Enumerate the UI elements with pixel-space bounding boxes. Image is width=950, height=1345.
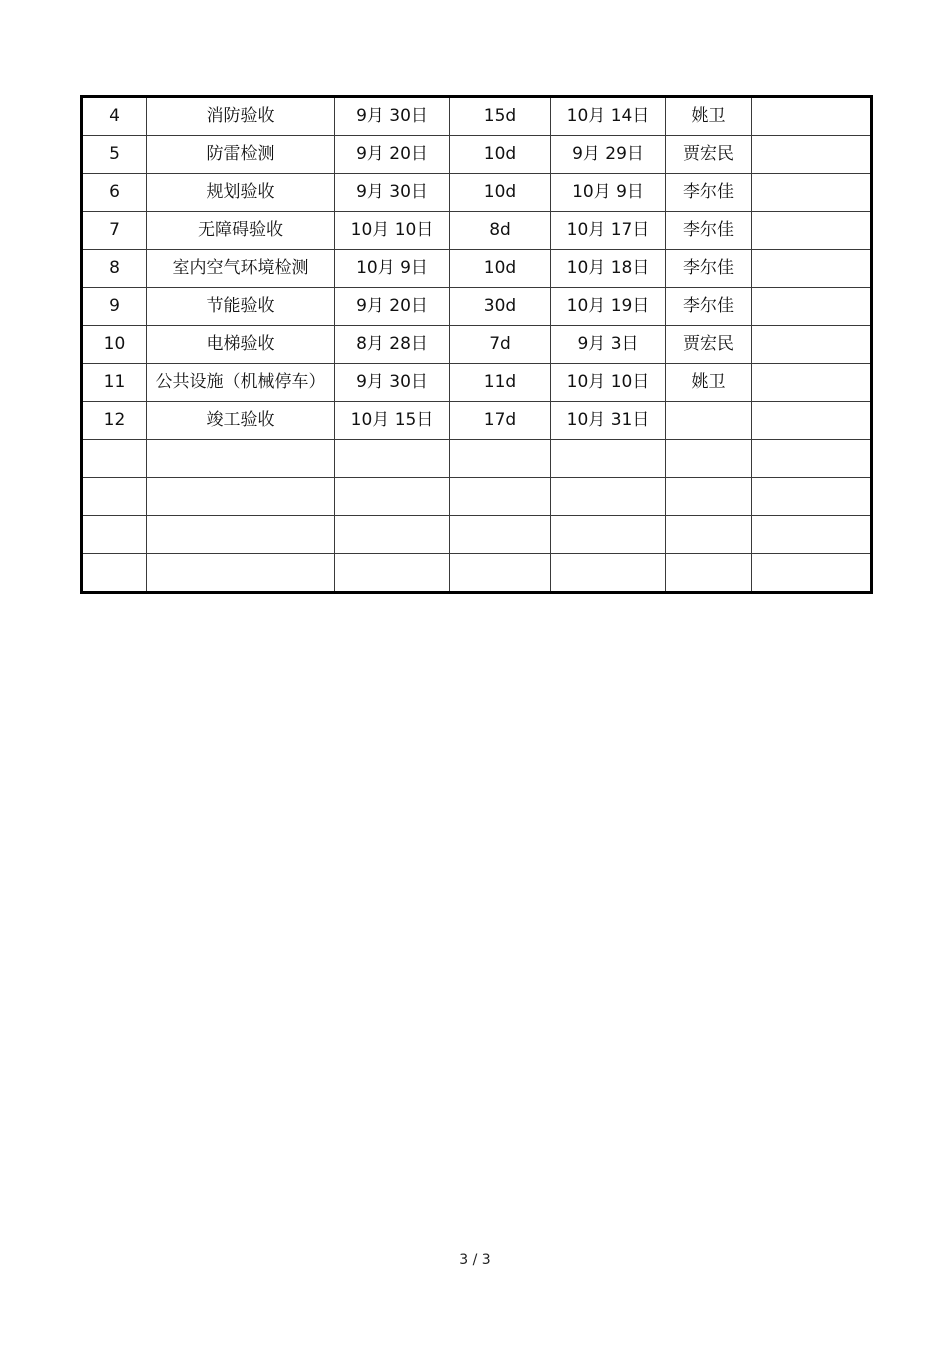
table-row	[82, 250, 872, 288]
responsible-person-cell: 姚卫	[666, 364, 752, 402]
item-name-cell: 消防验收	[147, 97, 335, 136]
remarks-cell	[752, 516, 872, 554]
remarks-cell	[752, 97, 872, 136]
item-name-cell: 节能验收	[147, 288, 335, 326]
row-number-cell: 9	[82, 288, 147, 326]
item-name-cell	[147, 516, 335, 554]
duration-cell: 7d	[450, 326, 551, 364]
duration-cell	[450, 478, 551, 516]
row-number-cell: 10	[82, 326, 147, 364]
remarks-cell	[752, 402, 872, 440]
table-row	[82, 402, 872, 440]
row-number-cell: 4	[82, 97, 147, 136]
remarks-cell	[752, 554, 872, 593]
start-date-cell: 10月 9日	[335, 250, 450, 288]
table-row	[82, 174, 872, 212]
end-date-cell: 10月 17日	[551, 212, 666, 250]
responsible-person-cell: 李尔佳	[666, 174, 752, 212]
start-date-cell: 8月 28日	[335, 326, 450, 364]
table-row	[82, 136, 872, 174]
responsible-person-cell: 姚卫	[666, 97, 752, 136]
start-date-cell: 10月 10日	[335, 212, 450, 250]
remarks-cell	[752, 174, 872, 212]
row-number-cell: 7	[82, 212, 147, 250]
start-date-cell	[335, 516, 450, 554]
start-date-cell: 9月 30日	[335, 174, 450, 212]
responsible-person-cell: 贾宏民	[666, 136, 752, 174]
end-date-cell: 10月 19日	[551, 288, 666, 326]
end-date-cell: 9月 3日	[551, 326, 666, 364]
remarks-cell	[752, 364, 872, 402]
responsible-person-cell	[666, 478, 752, 516]
row-number-cell	[82, 516, 147, 554]
table-row	[82, 364, 872, 402]
duration-cell: 10d	[450, 250, 551, 288]
item-name-cell: 规划验收	[147, 174, 335, 212]
start-date-cell: 9月 30日	[335, 364, 450, 402]
row-number-cell: 6	[82, 174, 147, 212]
duration-cell: 30d	[450, 288, 551, 326]
table-row	[82, 212, 872, 250]
duration-cell: 17d	[450, 402, 551, 440]
start-date-cell: 10月 15日	[335, 402, 450, 440]
item-name-cell: 室内空气环境检测	[147, 250, 335, 288]
end-date-cell	[551, 440, 666, 478]
remarks-cell	[752, 212, 872, 250]
item-name-cell: 竣工验收	[147, 402, 335, 440]
acceptance-schedule-table	[80, 95, 873, 594]
item-name-cell	[147, 478, 335, 516]
duration-cell: 10d	[450, 174, 551, 212]
duration-cell: 8d	[450, 212, 551, 250]
responsible-person-cell: 李尔佳	[666, 212, 752, 250]
remarks-cell	[752, 288, 872, 326]
table-row	[82, 478, 872, 516]
end-date-cell: 10月 31日	[551, 402, 666, 440]
end-date-cell	[551, 516, 666, 554]
table-row	[82, 288, 872, 326]
start-date-cell: 9月 30日	[335, 97, 450, 136]
item-name-cell: 无障碍验收	[147, 212, 335, 250]
duration-cell: 11d	[450, 364, 551, 402]
end-date-cell	[551, 554, 666, 593]
row-number-cell: 11	[82, 364, 147, 402]
responsible-person-cell	[666, 554, 752, 593]
item-name-cell	[147, 440, 335, 478]
table-row	[82, 326, 872, 364]
table-row	[82, 97, 872, 136]
duration-cell: 10d	[450, 136, 551, 174]
responsible-person-cell	[666, 516, 752, 554]
table-row	[82, 440, 872, 478]
end-date-cell	[551, 478, 666, 516]
end-date-cell: 10月 14日	[551, 97, 666, 136]
item-name-cell: 防雷检测	[147, 136, 335, 174]
responsible-person-cell	[666, 402, 752, 440]
responsible-person-cell: 贾宏民	[666, 326, 752, 364]
duration-cell	[450, 554, 551, 593]
duration-cell	[450, 440, 551, 478]
responsible-person-cell: 李尔佳	[666, 288, 752, 326]
table-body	[82, 97, 872, 593]
item-name-cell: 公共设施（机械停车）	[147, 364, 335, 402]
remarks-cell	[752, 478, 872, 516]
duration-cell: 15d	[450, 97, 551, 136]
start-date-cell	[335, 554, 450, 593]
row-number-cell: 8	[82, 250, 147, 288]
table-row	[82, 516, 872, 554]
row-number-cell	[82, 478, 147, 516]
page-number: 3 / 3	[459, 1252, 491, 1268]
row-number-cell	[82, 440, 147, 478]
start-date-cell	[335, 478, 450, 516]
responsible-person-cell	[666, 440, 752, 478]
responsible-person-cell: 李尔佳	[666, 250, 752, 288]
row-number-cell	[82, 554, 147, 593]
row-number-cell: 12	[82, 402, 147, 440]
remarks-cell	[752, 326, 872, 364]
remarks-cell	[752, 250, 872, 288]
item-name-cell	[147, 554, 335, 593]
row-number-cell: 5	[82, 136, 147, 174]
item-name-cell: 电梯验收	[147, 326, 335, 364]
start-date-cell: 9月 20日	[335, 288, 450, 326]
end-date-cell: 9月 29日	[551, 136, 666, 174]
end-date-cell: 10月 18日	[551, 250, 666, 288]
start-date-cell	[335, 440, 450, 478]
start-date-cell: 9月 20日	[335, 136, 450, 174]
duration-cell	[450, 516, 551, 554]
remarks-cell	[752, 440, 872, 478]
end-date-cell: 10月 9日	[551, 174, 666, 212]
end-date-cell: 10月 10日	[551, 364, 666, 402]
table-row	[82, 554, 872, 593]
remarks-cell	[752, 136, 872, 174]
